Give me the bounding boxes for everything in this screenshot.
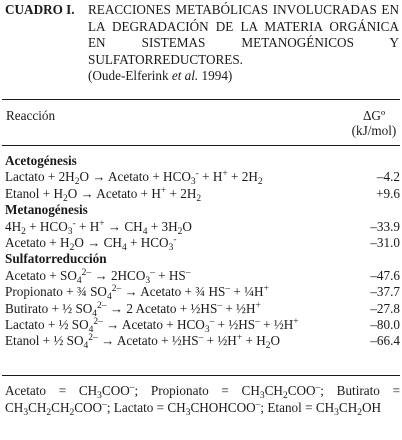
reaction-equation: Lactato + ½ $SO_4^{2-}$ → Acetato + $HCO_3^-$ + ½HS– + ½H+	[5, 316, 299, 335]
table-caption	[5, 2, 399, 85]
column-header-dg	[351, 108, 397, 138]
ref-authors: (Oude-Elferink	[88, 68, 169, 84]
footnote: Acetato = $CH_3COO^-$; Propionato = $CH_3CH_2COO^-$; Butirato = $CH_3CH_2CH_2COO^-$; Lactato = $CH_3CHOHCOO^-$; Etanol = $CH_3CH_2OH$	[5, 383, 401, 418]
delta-g-value: –37.7	[370, 284, 400, 300]
column-header-reaction: Reacción	[6, 108, 56, 123]
table-row	[5, 317, 400, 333]
table-row	[5, 186, 400, 202]
reaction-equation: Acetato + $SO_4^{2-} \to 2HCO_3^- + HS^-$	[5, 267, 191, 286]
delta-g-value: –80.0	[370, 316, 400, 332]
delta-g-value: –27.8	[370, 300, 400, 316]
table-row	[5, 219, 400, 235]
caption-label: CUADRO I.	[5, 2, 75, 17]
delta-g-value: –66.4	[370, 333, 400, 349]
delta-g-value: –47.6	[370, 267, 400, 283]
reaction-equation: Acetato + $H_2O \to CH_4 + HCO_3^-$	[5, 234, 177, 253]
header-rule	[2, 145, 400, 146]
delta-g-value: –4.2	[376, 169, 400, 185]
table-row	[5, 301, 400, 317]
ref-etal: et al.	[171, 68, 199, 84]
delta-g-value: –33.9	[370, 218, 400, 234]
reaction-equation: $4H_2 + HCO_3^- + H^+ \to CH_4 + 3H_2O$	[5, 218, 192, 237]
reaction-equation: Etanol + ½ $SO_4^{2-}$ → Acetato + ½HS– + ½H+ + $H_2O$	[5, 333, 281, 352]
section-title: Sulfatorreducción	[5, 251, 107, 267]
reaction-equation: Butirato + ½ $SO_4^{2-} \to 2$ Acetato + ½HS– + ½H+	[5, 300, 261, 319]
dg-units: (kJ/mol)	[351, 123, 397, 138]
delta-g-value: –31.0	[370, 234, 400, 250]
reaction-equation: Lactato + $2H_2O$ → Acetato + $HCO_3^- + H^+ + 2H_2$	[5, 169, 263, 188]
reaction-equation: Propionato + ¾ $SO_4^{2-}$ → Acetato + ¾ HS– + ¼H+	[5, 284, 269, 303]
section-title: Acetogénesis	[5, 153, 77, 168]
dg-symbol: ΔGº	[362, 108, 386, 123]
delta-g-value: +9.6	[376, 185, 400, 201]
table-row	[5, 268, 400, 284]
table-row	[5, 169, 400, 188]
top-rule	[2, 99, 400, 100]
bottom-rule	[2, 375, 400, 376]
caption-reference	[88, 68, 399, 85]
table-row	[5, 333, 400, 352]
ref-year: 1994)	[201, 68, 233, 84]
reaction-equation: Etanol + $H_2O$ → Acetato + $H^+ + 2H_2$	[5, 185, 202, 204]
table-row	[5, 235, 400, 251]
table-body	[5, 153, 400, 350]
caption-text: REACCIONES METABÓLICAS INVOLUCRADAS EN LA DEGRADACIÓN DE LA MATERIA ORGÁNICA EN SISTEMAS METANOGÉNICOS Y SULFATORREDUCTORES.	[88, 2, 399, 67]
table-row	[5, 284, 400, 303]
section-title: Metanogénesis	[5, 202, 88, 218]
